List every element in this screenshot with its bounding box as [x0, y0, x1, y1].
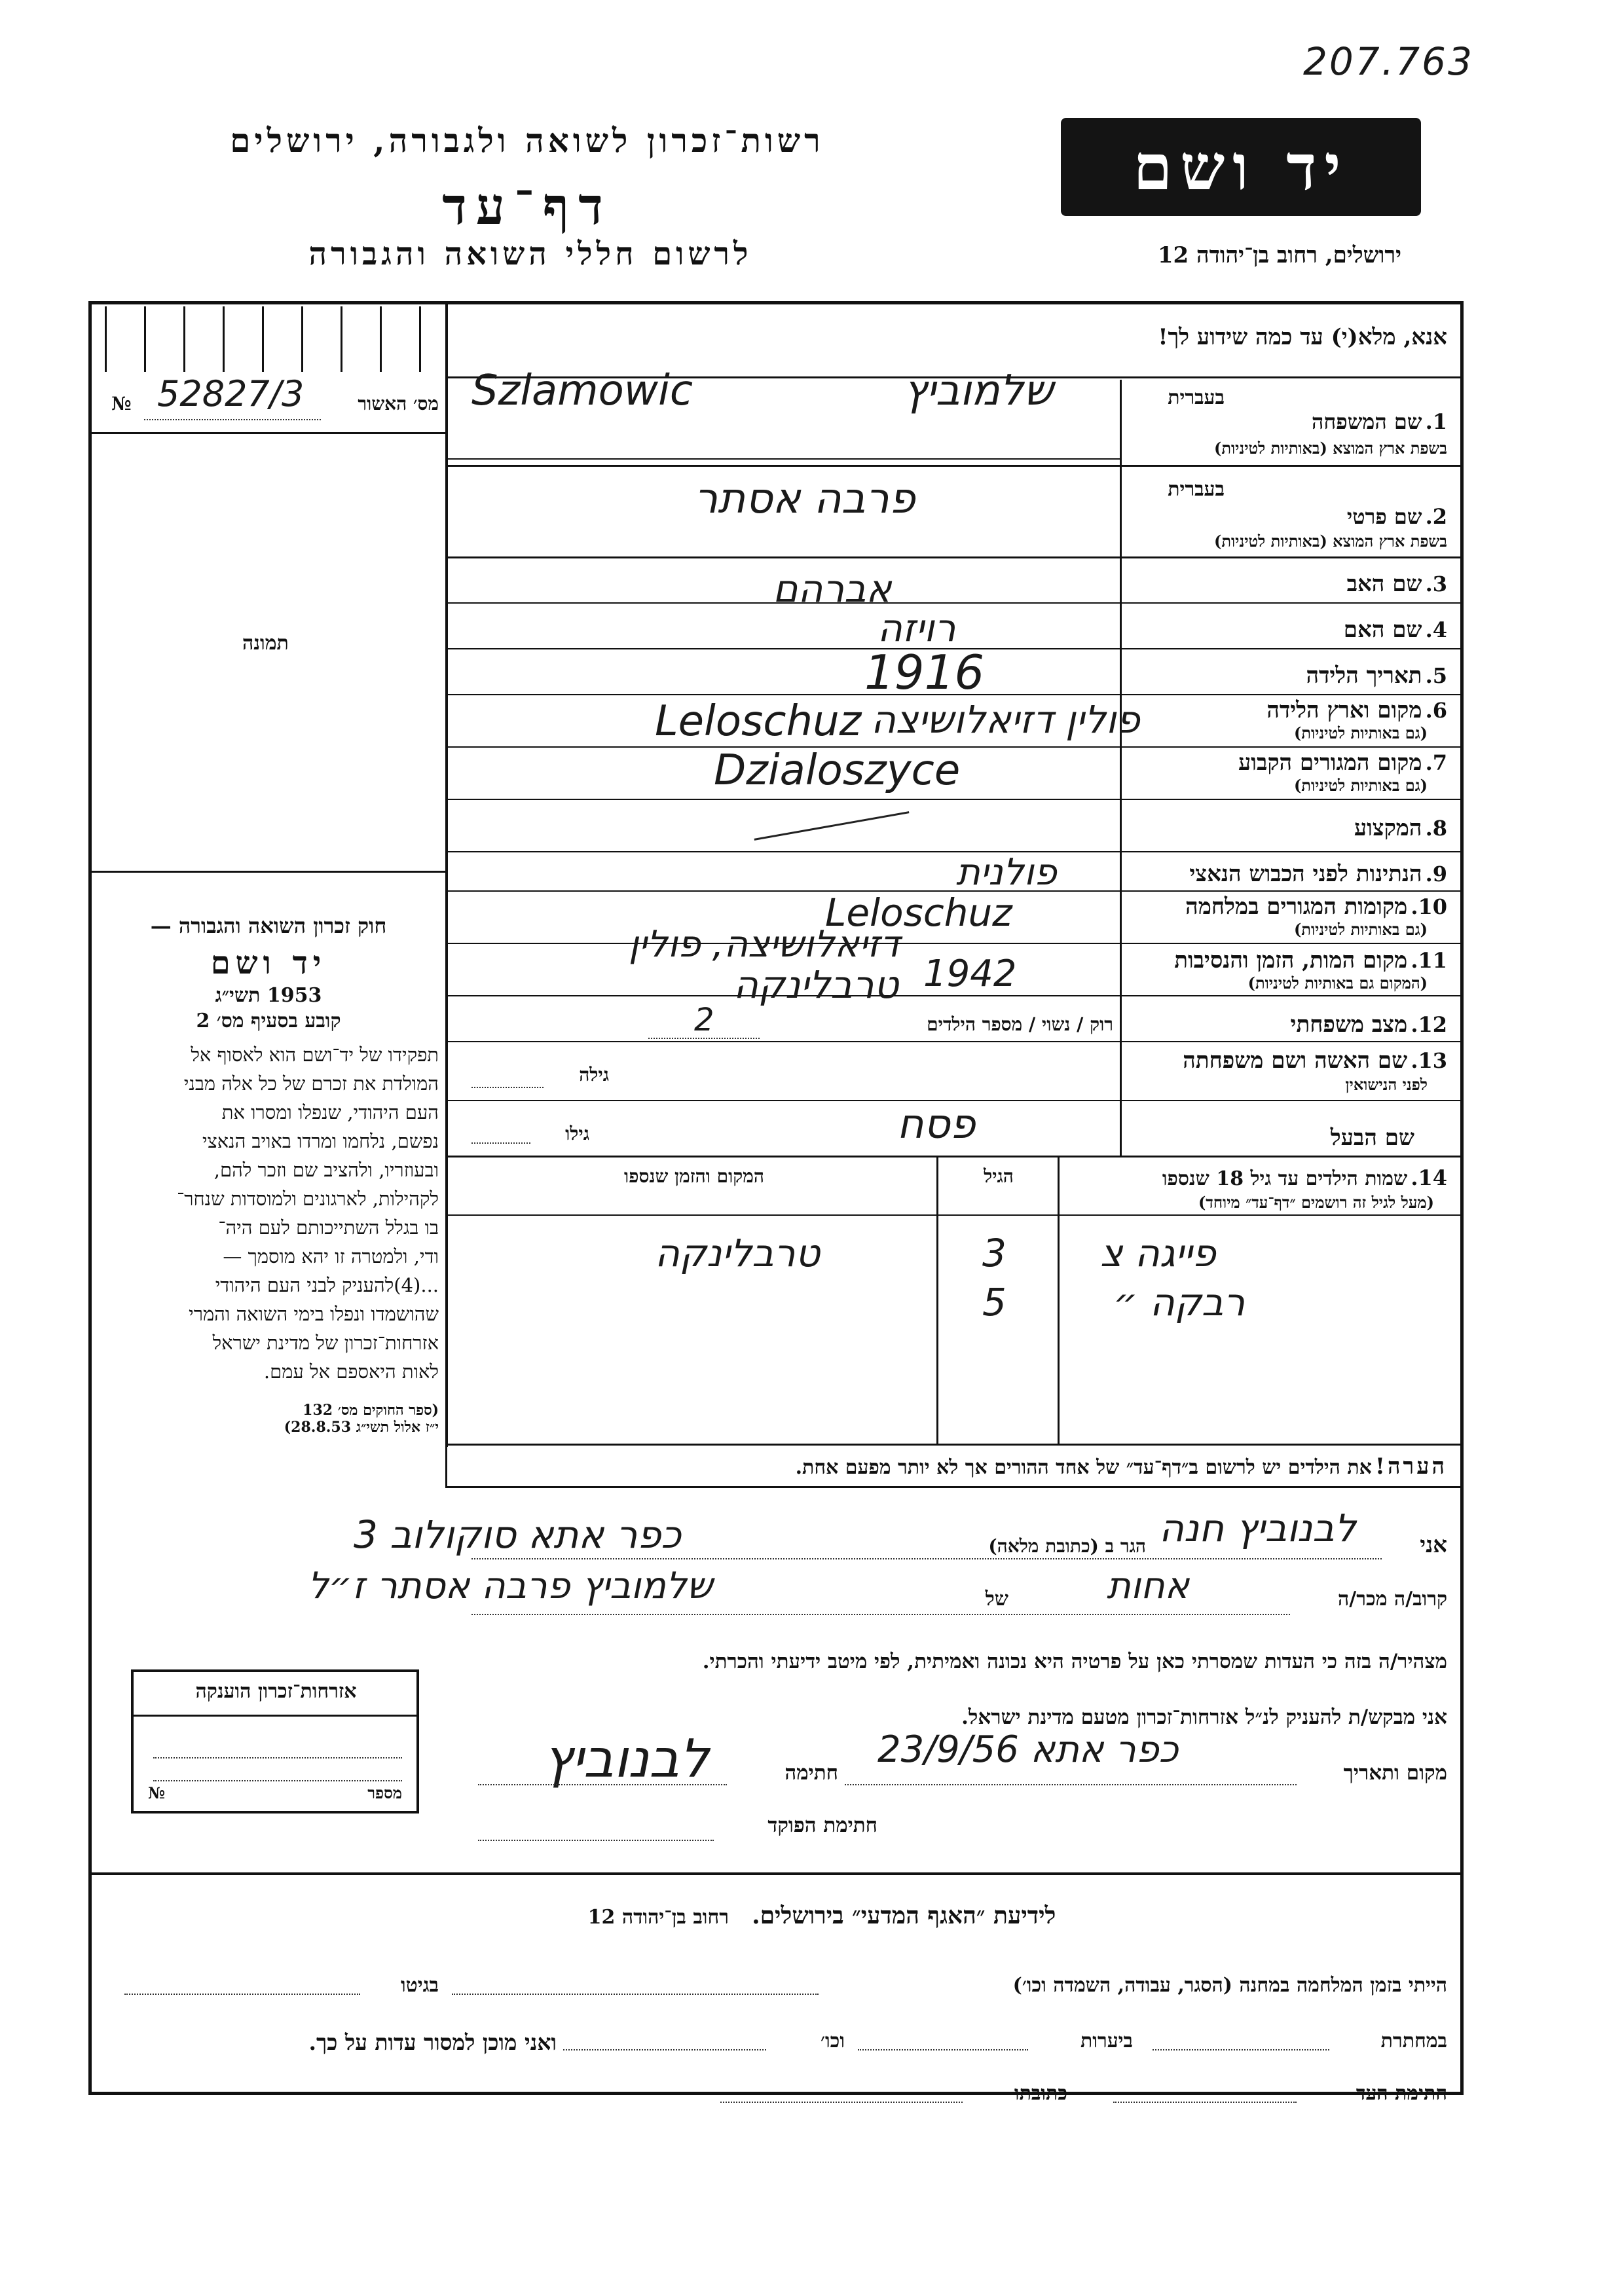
footer-title-row: [458, 1902, 1185, 1929]
approval-number: 52827/3: [157, 373, 304, 414]
field-11-label: 11. מקום המות, הזמן והנסיבות: [1174, 947, 1447, 974]
birthplace-latin: Leloschuz: [655, 697, 862, 746]
declarant-address: כפר אתא סוקולוב 3: [354, 1512, 682, 1557]
law-title: חוק זכרון השואה והגבורה —: [150, 913, 387, 938]
logo-text: יד ושם: [1133, 130, 1349, 204]
child-2-age: 5: [982, 1280, 1006, 1324]
field-10-label: 10. מקומות המגורים במלחמה: [1185, 894, 1447, 920]
col-age: הגיל: [984, 1165, 1014, 1187]
form-subtitle: לרשום חללי השואה והגבורה: [308, 236, 752, 272]
of-name: שלמוביץ פרבה אסתר ז״ל: [308, 1565, 713, 1607]
yad-vashem-logo: [1061, 118, 1421, 216]
form-intro: אנא, מלא(י) עד כמה שידוע לך!: [1158, 324, 1447, 350]
footer-title: לידיעת ״האגף המדעי״ בירושלים.: [752, 1902, 1056, 1929]
field-10-sub: (גם באותיות לטיניות): [1293, 920, 1428, 939]
family-name-latin: Szlamowic: [471, 367, 693, 415]
children-label: 14. שמות הילדים עד גיל 18 שנספו: [1162, 1165, 1447, 1190]
signature-label: חתימה: [784, 1761, 838, 1785]
statement: מצהיר/ה בזה כי העדות שמסרתי כאן על פרטיה היא נכונה ואמיתית, לפי מיטב ידיעתי והכרתי.: [702, 1650, 1447, 1673]
footer-forests: ביערות: [1080, 2030, 1133, 2052]
footer-underground: במחתרת: [1380, 2030, 1447, 2052]
field-13-label: 13. שם האשה ושם משפחתה: [1183, 1048, 1447, 1074]
birthplace-hebrew: פולין דזיאלושיצה: [871, 697, 1140, 742]
serial-number: 207.763: [1303, 39, 1474, 84]
field-8-label: 8. המקצוע: [1354, 815, 1447, 841]
citizenship-box-title: אזרחות־זכרון הוענקה: [195, 1680, 357, 1703]
form-title: דף־עד: [442, 177, 612, 236]
husband-age-label: גילו: [565, 1123, 589, 1144]
footer-witness-signature: חתימת העד: [1356, 2082, 1447, 2105]
approval-label: מס׳ האשור: [358, 393, 439, 414]
footer-ghetto: בגיטו: [400, 1974, 439, 1997]
husband-label: שם הבעל: [1330, 1125, 1414, 1151]
col-place: המקום והזמן שנספו: [624, 1165, 764, 1187]
place-date: כפר אתא 23/9/56: [877, 1728, 1179, 1771]
first-name-hebrew: פרבה אסתר: [694, 475, 915, 523]
law-logo: יד ושם: [210, 945, 327, 981]
birth-date: 1916: [864, 645, 985, 700]
field-2-label: 2. שם פרטי: [1346, 504, 1447, 529]
photo-label: תמונה: [242, 632, 289, 655]
footer-etc: וכו׳: [821, 2030, 845, 2052]
husband-name: פסח: [897, 1100, 976, 1148]
residence-latin: Dzialoszyce: [714, 746, 961, 795]
wartime-residence-latin: Leloschuz: [825, 890, 1012, 935]
field-3-label: 3. שם האב: [1346, 571, 1447, 597]
address-label: הגר ב (כתובת מלאה): [988, 1535, 1146, 1557]
footer-address: רחוב בן־יהודה 12: [587, 1906, 729, 1929]
field-7-label: 7. מקום המגורים הקבוע: [1238, 750, 1447, 776]
field-12-label: 12. מצב משפחתי: [1290, 1011, 1447, 1038]
field-1-sub: בשפת ארץ המוצא (באותיות לטיניות): [1214, 439, 1447, 458]
field-2-sub: בשפת ארץ המוצא (באותיות לטיניות): [1214, 532, 1447, 551]
law-footnote-2: י״ז אלול תשי״ג 28.8.53): [284, 1419, 439, 1436]
signature: לבנוביץ: [544, 1728, 709, 1789]
declaration-ani: אני: [1420, 1532, 1447, 1558]
law-footnote: (ספר החוקים מס׳ 132: [303, 1402, 439, 1419]
declarant-name: לבנוביץ חנה: [1159, 1506, 1356, 1550]
footer-address-label: כתובתו: [1014, 2082, 1067, 2105]
children-count: 2: [694, 1002, 714, 1038]
law-clause: קובע בסעיף מס׳ 2: [196, 1010, 341, 1032]
marital-options: רוק / נשוי / מספר הילדים: [927, 1013, 1113, 1035]
law-body: תפקידו של יד־ושם הוא לאסוף אל המולדת את זכרם של כל אלה מבני העם היהודי, שנפלו ומסרו את נפשם, נלחמו ומרדו באויב הנאצי ובעוזריו, ולהציב שם וזכר להם, לקהילות, לארגונים ולמוסדות שנחר־ בו בגלל השתייכותם לעם היה־ ודי, ולמטרה זו יהא מוסמך — ...(4)להעניק לבני העם היהודי שהושמדו ונפלו בימי השואה והמרי אזרחות־זכרון של מדינת ישראל לאות היאספם אל עמם.: [177, 1044, 439, 1383]
wife-age-label: גילה: [579, 1064, 609, 1085]
header-address: ירושלים, רחוב בן־יהודה 12: [1157, 242, 1401, 268]
child-1-age: 3: [982, 1231, 1006, 1275]
law-box: [98, 913, 439, 1436]
citizenship-box: [131, 1669, 419, 1813]
father-name: אברהם: [773, 566, 892, 611]
tick-marks: [105, 306, 432, 378]
field-5-label: 5. תאריך הלידה: [1306, 663, 1447, 689]
law-year: 1953 תשי״ג: [215, 984, 322, 1007]
citizenship-number-label: מספר: [367, 1783, 402, 1802]
death-year: 1942: [923, 953, 1017, 995]
citizenship-number-sign: №: [148, 1783, 166, 1802]
field-11-sub: (המקום גם באותיות לטיניות): [1247, 974, 1428, 993]
family-name-hebrew: שלמוביץ: [904, 367, 1054, 415]
child-1-name: פייגה צ: [1100, 1231, 1216, 1275]
wartime-residence-hebrew: דזיאלושיצה, פולין: [629, 923, 900, 966]
authority-line: רשות־זכרון לשואה ולגבורה, ירושלים: [230, 121, 824, 160]
place-date-label: מקום ותאריך: [1343, 1761, 1447, 1785]
number-sign: №: [111, 393, 132, 414]
relation: אחות: [1107, 1565, 1190, 1607]
death-place: טרבלינקה: [733, 962, 899, 1007]
relative-label: קרוב/ה מכר/ה: [1338, 1588, 1447, 1611]
in-hebrew-1: בעברית: [1168, 386, 1225, 409]
child-1-place: טרבלינקה: [655, 1231, 821, 1275]
in-hebrew-2: בעברית: [1168, 478, 1225, 501]
children-sub: (מעל לגיל זה רושמים ״דף־עד״ מיוחד): [1198, 1193, 1434, 1212]
nationality: פולנית: [956, 851, 1057, 894]
field-9-label: 9. הנתינות לפני הכבוש הנאצי: [1189, 861, 1447, 887]
of-label: של: [985, 1588, 1008, 1611]
footer-ready: ואני מוכן למסור עדות על כך.: [308, 2030, 557, 2055]
footer-line-1: הייתי בזמן המלחמה במחנה (הסגר, עבודה, השמדה וכו׳): [1012, 1974, 1447, 1997]
field-1-label: 1. שם המשפחה: [1311, 409, 1447, 434]
field-6-sub: (גם באותיות לטיניות): [1293, 723, 1428, 742]
officer-signature-label: חתימת הפוקד: [767, 1813, 877, 1837]
mother-name: רויזה: [877, 606, 956, 650]
field-4-label: 4. שם האם: [1343, 617, 1447, 643]
child-2-name: רבקה ״: [1113, 1280, 1246, 1324]
field-6-label: 6. מקום וארץ הלידה: [1266, 697, 1447, 723]
field-7-sub: (גם באותיות לטיניות): [1293, 776, 1428, 795]
note: הערה! את הילדים יש לרשום ב״דף־עד״ של אחד ההורים אך לא יותר מפעם אחת.: [795, 1453, 1447, 1480]
field-13-sub: לפני הנישואין: [1345, 1075, 1428, 1094]
request: אני מבקש/ת להעניק לנ״ל אזרחות־זכרון מטעם מדינת ישראל.: [961, 1705, 1447, 1729]
